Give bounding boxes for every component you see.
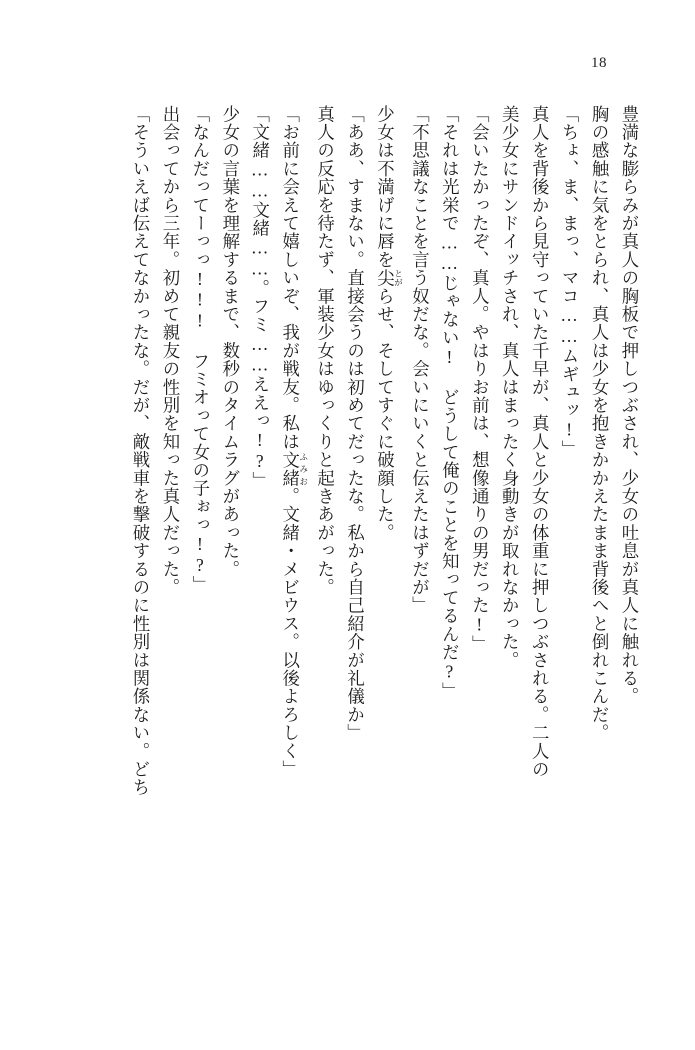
text-line: 「それは光栄で……じゃない! どうして俺のことを知ってるんだ?」 (439, 105, 460, 701)
text-line: 真人の反応を待たず、軍装少女はゆっくりと起きあがった。 (314, 105, 335, 597)
text-line: 少女は不満げに唇を尖 とがらせ、そしてすぐに破顔した。 (374, 105, 404, 542)
text-line: 真人を背後から見守っていた千早が、真人と少女の体重に押しつぶされる。二人の (529, 105, 550, 779)
text-line: 「なんだってーっっ!!! フミオって女の子ぉっ!?」 (189, 105, 210, 594)
text-line: 少女の言葉を理解するまで、数秒のタイムラグがあった。 (219, 105, 240, 579)
text-line: 「そういえば伝えてなかったな。だが、敵戦車を撃破するのに性別は関係ない。どち (130, 105, 150, 797)
page-number: 18 (591, 55, 607, 71)
text-line: 胸の感触に気をとられ、真人は少女を抱きかかえたまま背後へと倒れこんだ。 (589, 105, 610, 742)
text-line: 美少女にサンドイッチされ、真人はまったく身動きが取れなかった。 (499, 105, 520, 670)
text-line: 「ちょ、ま、まっ、マコ……ムギュッ!」 (559, 105, 580, 459)
text-line: 「不思議なことを言う奴だな。会いにいくと伝えたはずだが」 (409, 105, 430, 615)
body-text (62, 105, 643, 965)
text-line: 「お前に会えて嬉しいぞ、我が戦友。私は文緒 ふみお。文緒・メビウス。以後よろしく」 (279, 105, 309, 779)
text-line: 出会ってから三年。初めて親友の性別を知った真人だった。 (159, 105, 180, 597)
ruby-annotation: 文緒 ふみお (279, 450, 309, 488)
text-line: 「会いたかったぞ、真人。やはりお前は、想像通りの男だった!」 (469, 105, 490, 654)
text-line: 「文緒……文緒……。フミ……ええっ!?」 (249, 105, 270, 490)
text-line: 「ああ、すまない。直接会うのは初めてだったな。私から自己紹介が礼儀か」 (344, 105, 365, 742)
text-line: 豊満な膨らみが真人の胸板で押しつぶされ、少女の吐息が真人に触れる。 (619, 105, 639, 706)
ruby-annotation: 尖 とが (374, 268, 404, 288)
